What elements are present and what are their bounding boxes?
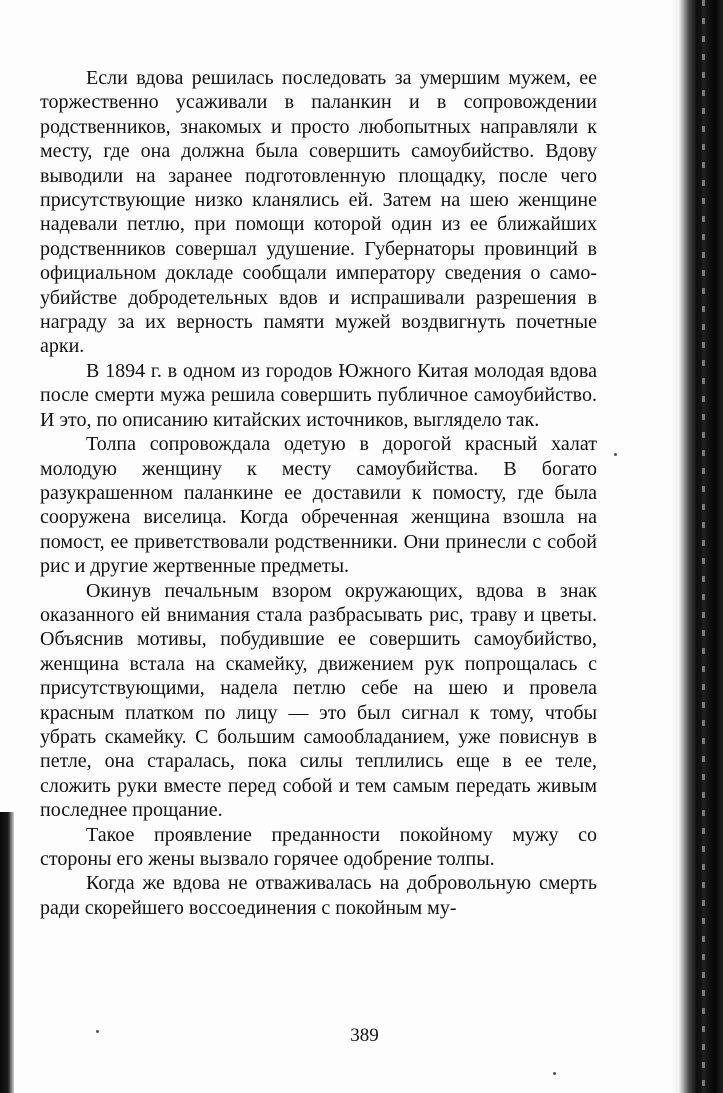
scan-left-margin-smear: [0, 812, 14, 1093]
paragraph-5: Такое проявление преданности покойному мужу со стороны его жены вызвало горячее одобрение толпы.: [40, 823, 597, 870]
scan-speck: [96, 1030, 99, 1033]
paragraph-2: В 1894 г. в одном из городов Южного Китая молодая вдова после смерти мужа решила совершить публичное самоубийство. И это, по описанию китайских источников, выглядело так.: [40, 359, 597, 431]
scan-binding-shadow: [671, 0, 723, 1093]
scan-speck: [614, 453, 617, 456]
page-body-text: [40, 66, 597, 920]
scan-binding-streak: [702, 0, 705, 1093]
paragraph-1: Если вдова решилась последовать за умершим мужем, ее торжественно усаживали в паланкин и в сопровождении родственников, знакомых и просто любопытных направляли к месту, где она должна была совершить самоубийство. Вдову выводили на заранее подготовленную площадку, после чего присутствующие низко кланялись ей. Затем на шею женщине надевали петлю, при помощи которой один из ее ближайших родственников совершал удушение. Губернаторы провинций в официальном докладе сообщали императору сведения о самоубийстве добродетельных вдов и испрашивали разрешения в награду за их верность памяти мужей воздвигнуть почетные арки.: [40, 67, 597, 358]
paragraph-4: Окинув печальным взором окружающих, вдова в знак оказанного ей внимания стала разбрасывать рис, траву и цветы. Объяснив мотивы, побудившие ее совершить самоубийство, женщина встала на скамейку, движением рук попрощалась с присутствующими, надела петлю себе на шею и провела красным платком по лицу — это был сигнал к тому, чтобы убрать скамейку. С большим самообладанием, уже повиснув в петле, она старалась, пока силы теплились еще в ее теле, сложить руки вместе перед собой и тем самым передать живым последнее прощание.: [40, 579, 597, 822]
paragraph-3: Толпа сопровождала одетую в дорогой красный халат молодую женщину к месту самоубийства. В богато разукрашенном паланкине ее доставили к помосту, где была сооружена виселица. Когда обреченная женщина взошла на помост, ее приветствовали родственники. Они принесли с собой рис и другие жертвенные предметы.: [40, 433, 597, 578]
page-number: 389: [350, 1025, 379, 1046]
scan-speck: [553, 1072, 556, 1075]
paragraph-6: Когда же вдова не отваживалась на добровольную смерть ради скорейшего воссоединения с покойным му-: [40, 872, 597, 919]
